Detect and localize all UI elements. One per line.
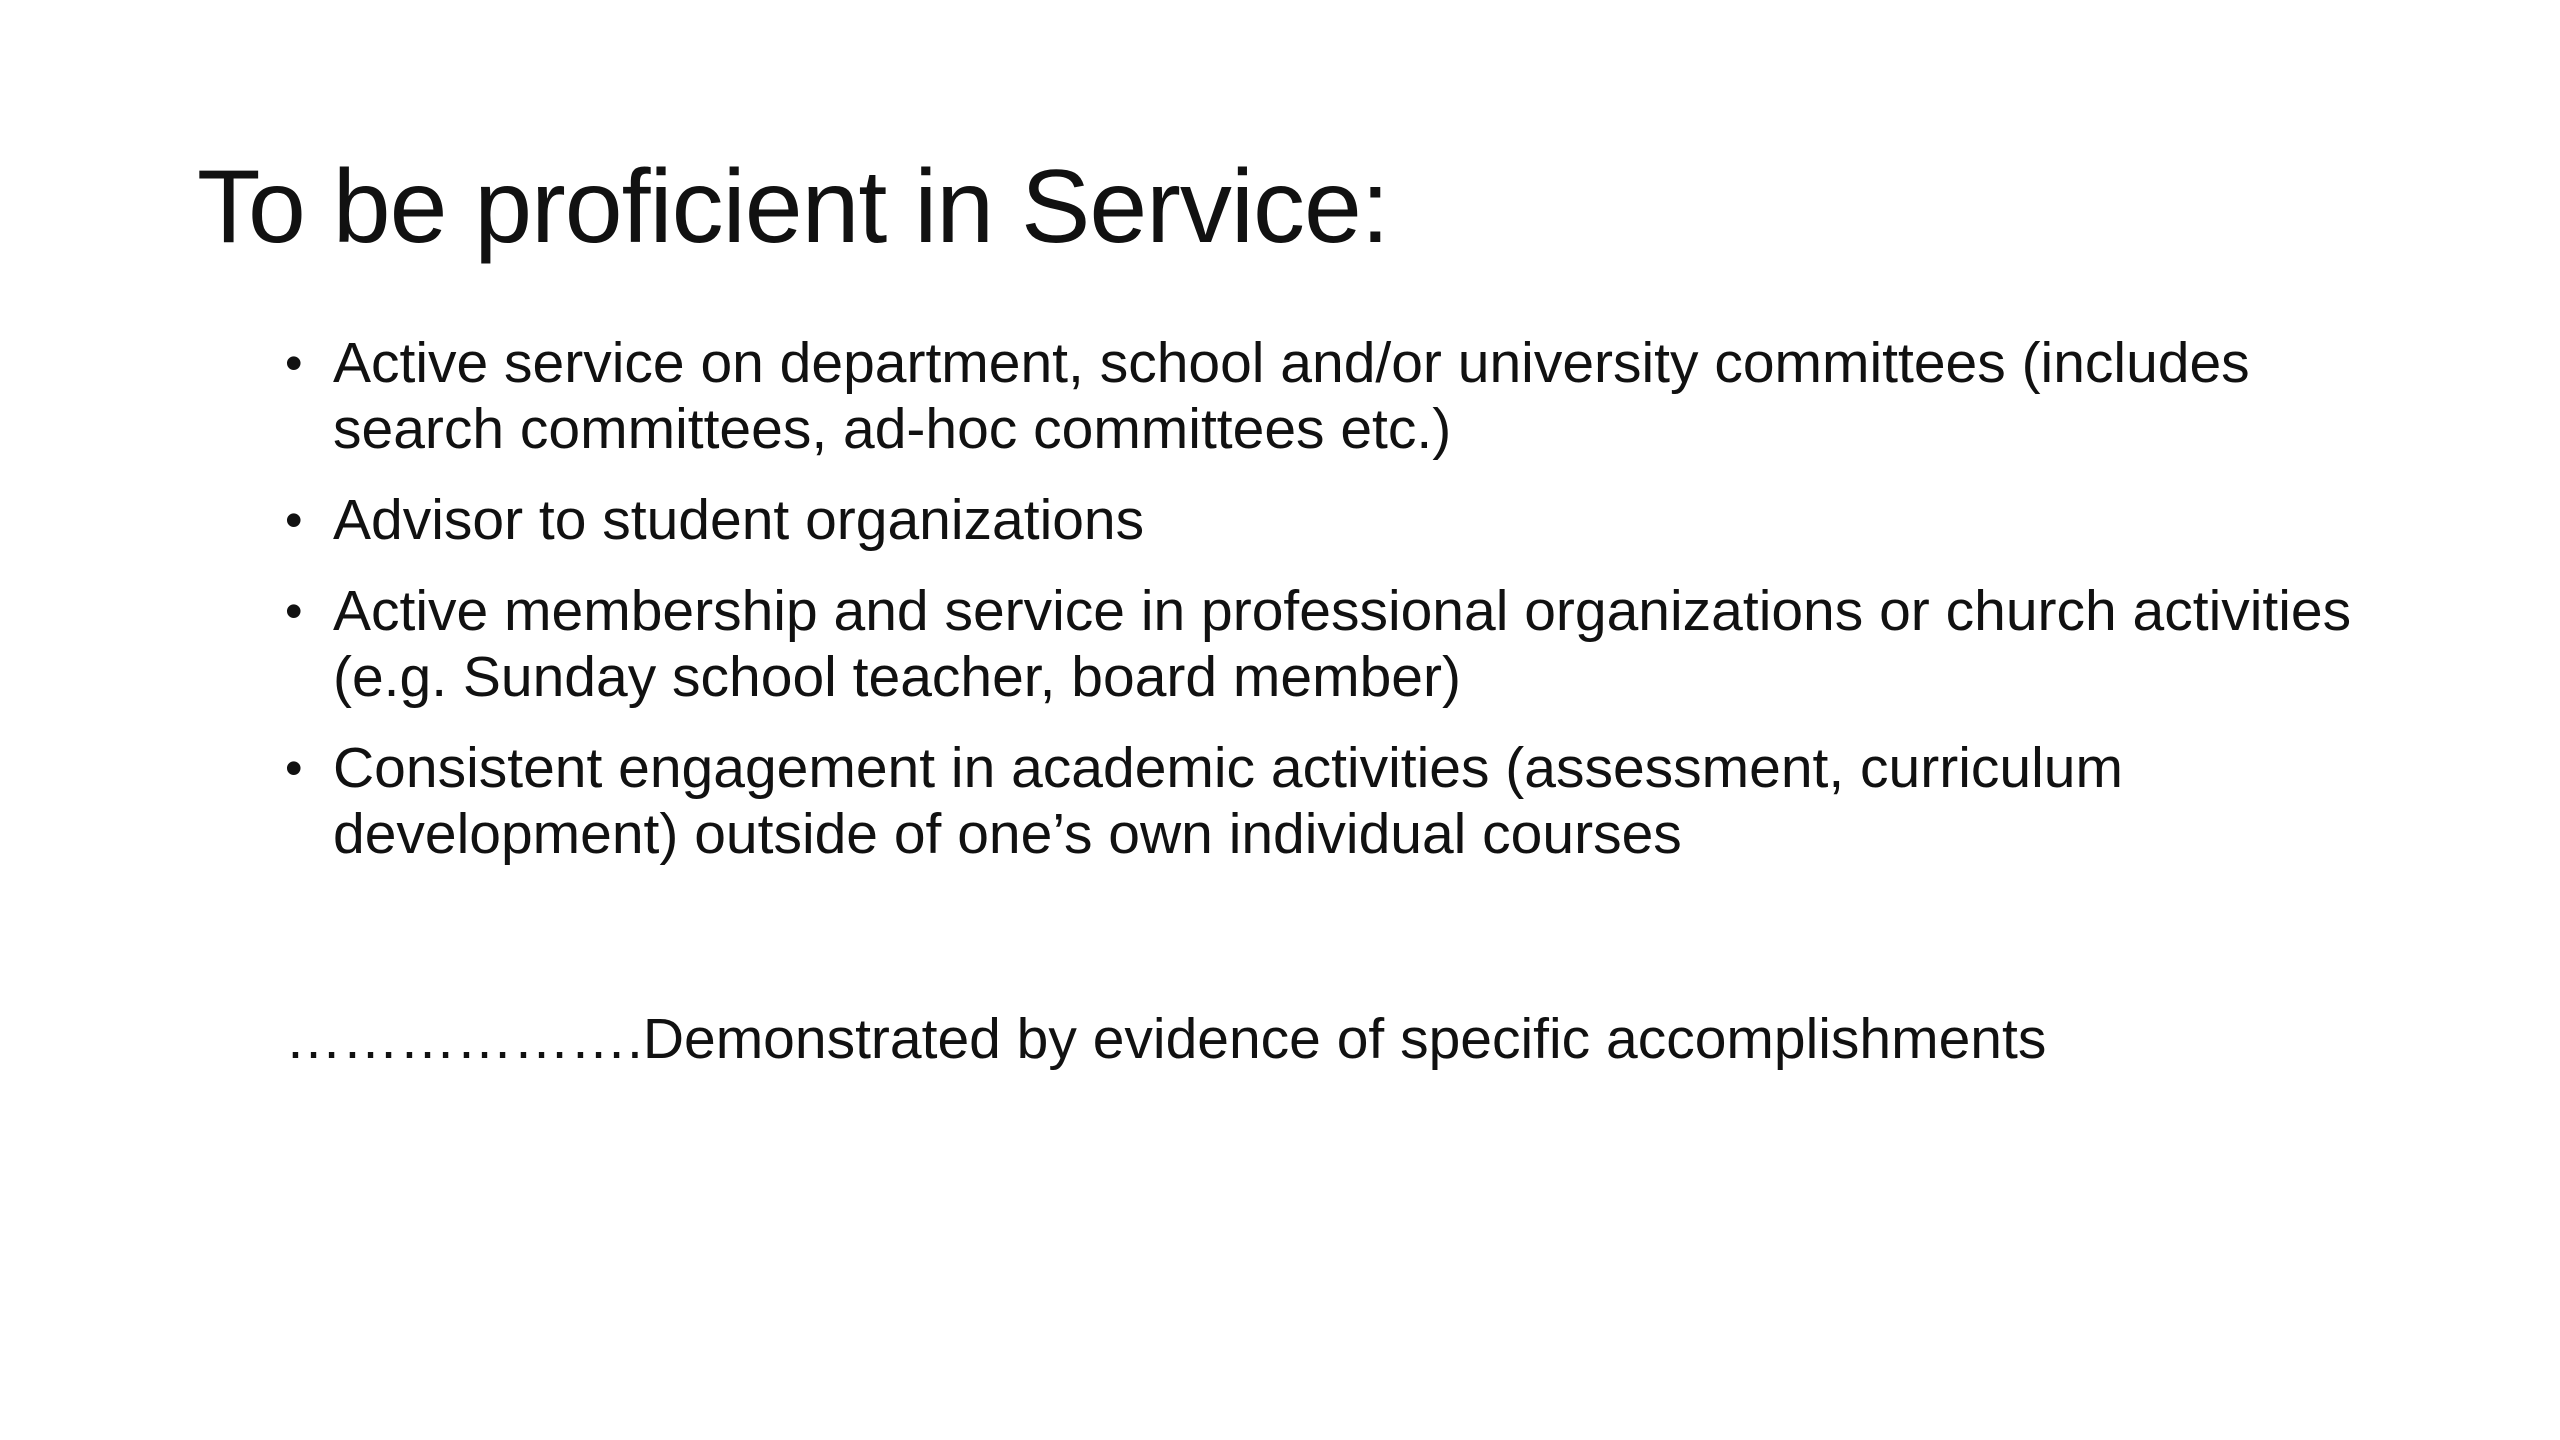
bullet-dot-icon: • — [285, 335, 303, 391]
bullet-dot-icon: • — [285, 583, 303, 639]
slide-title: To be proficient in Service: — [197, 149, 1389, 265]
bullet-item — [285, 487, 2425, 553]
evidence-note: ……………….Demonstrated by evidence of specific accomplishments — [285, 1007, 2047, 1071]
bullet-text: Active membership and service in professional organizations or church activities (e.g. Sunday school teacher, board member) — [333, 579, 2352, 709]
bullet-text: Active service on department, school and/or university committees (includes search committees, ad-hoc committees etc.) — [333, 331, 2250, 461]
bullet-item — [285, 330, 2425, 462]
bullet-item — [285, 735, 2425, 867]
bullet-dot-icon: • — [285, 740, 303, 796]
bullet-text: Advisor to student organizations — [333, 488, 1145, 552]
bullet-list — [285, 330, 2425, 892]
bullet-text: Consistent engagement in academic activities (assessment, curriculum development) outside of one’s own individual courses — [333, 736, 2123, 866]
bullet-item — [285, 578, 2425, 710]
bullet-dot-icon: • — [285, 492, 303, 548]
